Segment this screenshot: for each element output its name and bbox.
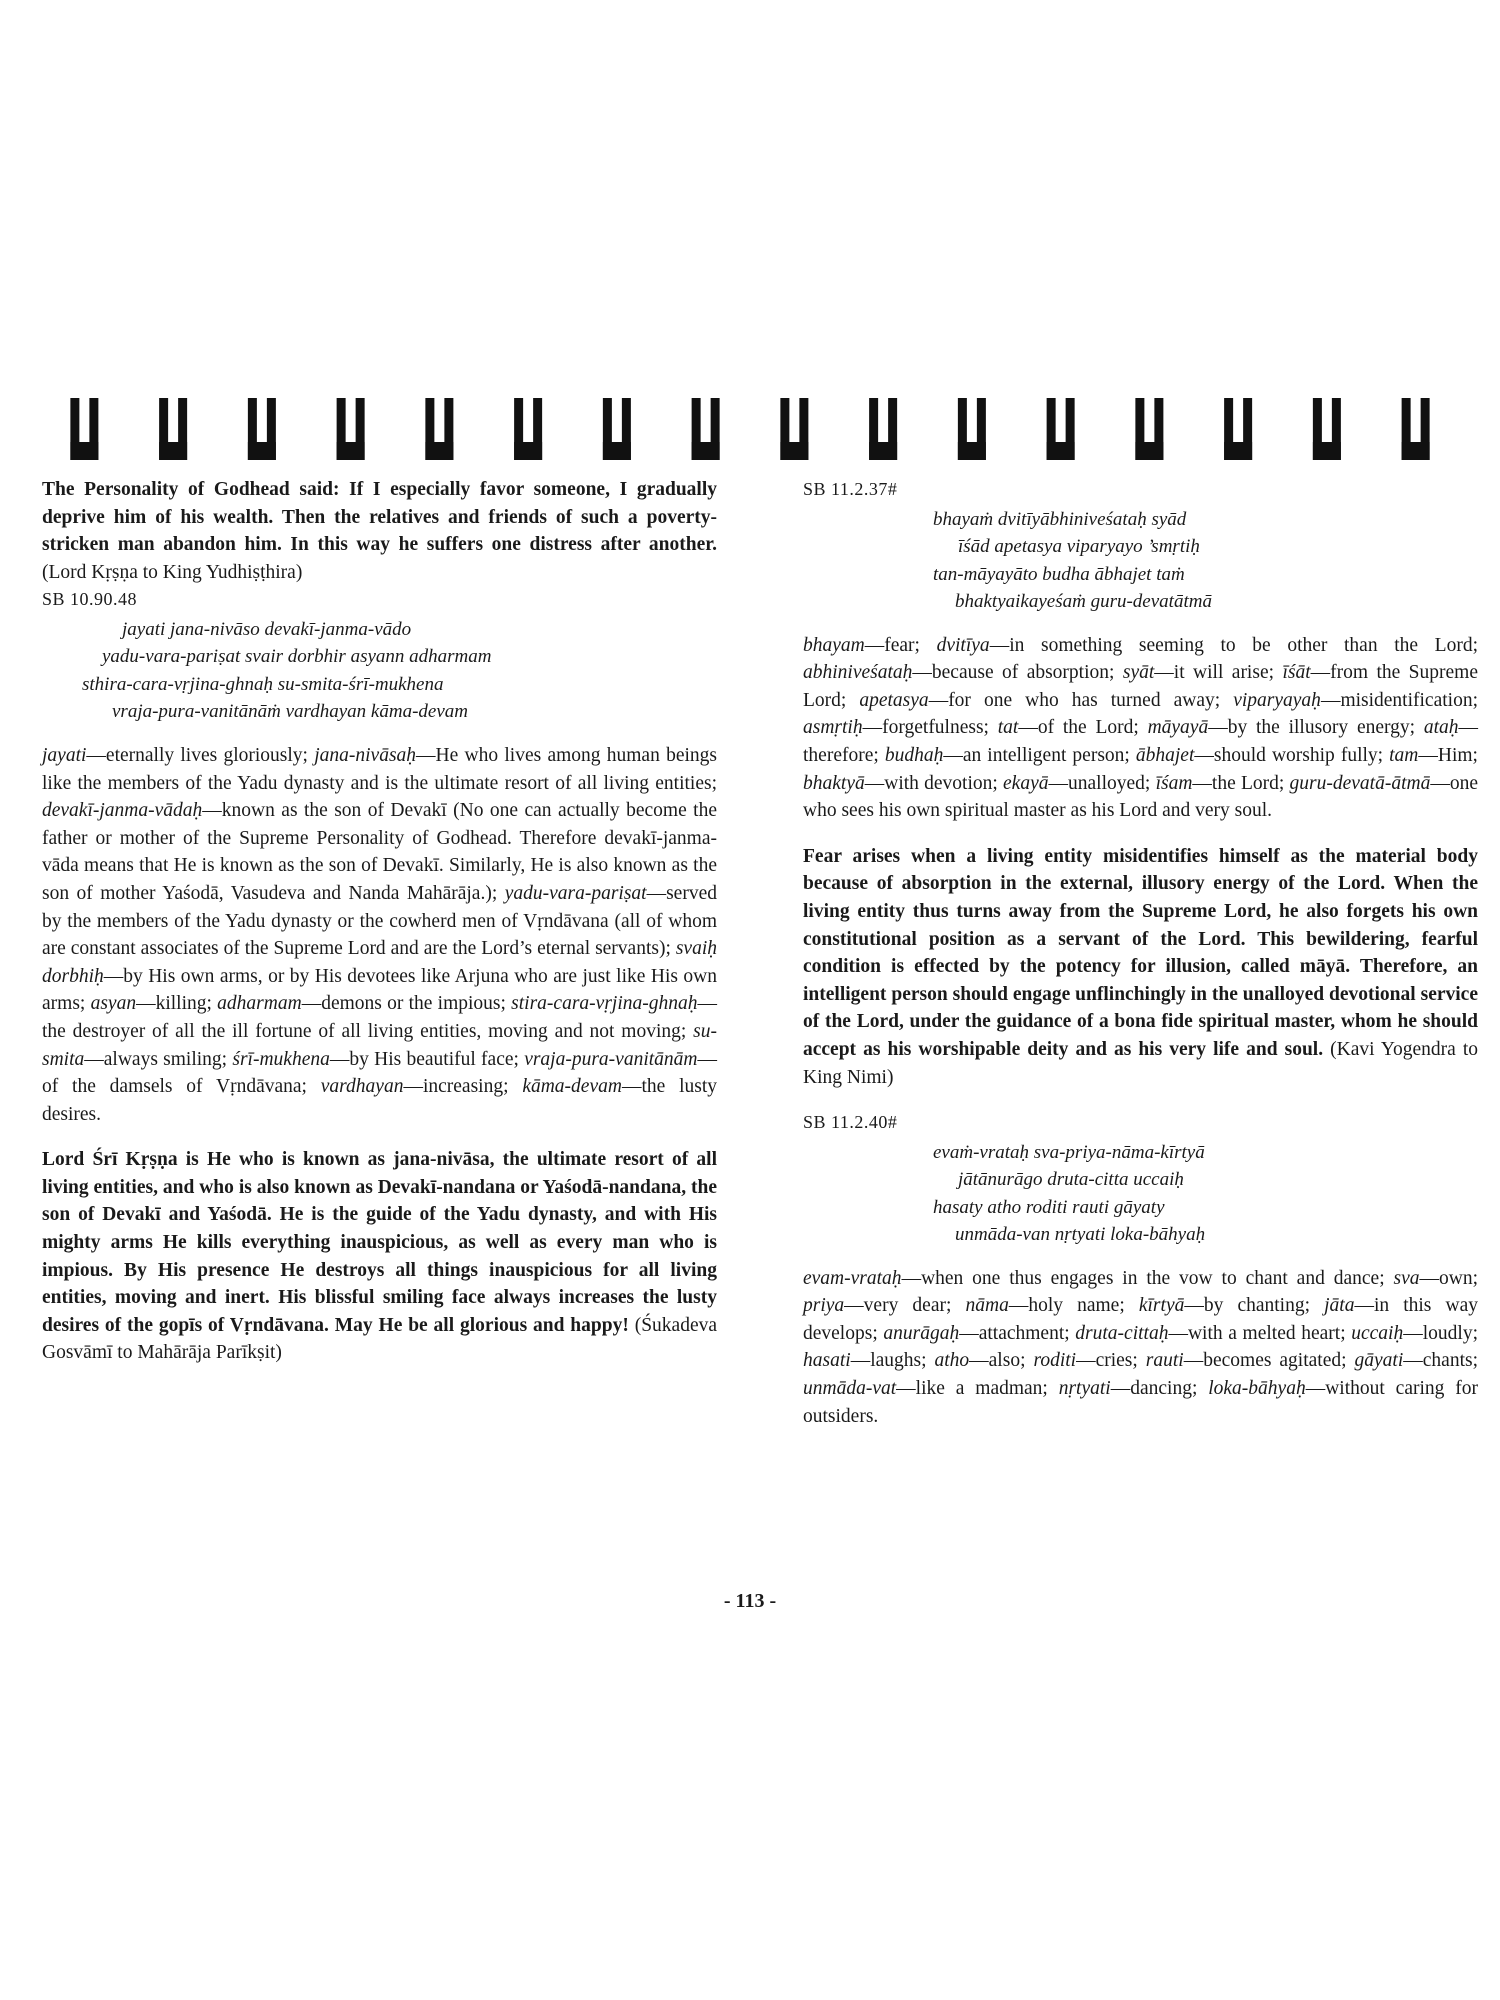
synonym-meaning: —served by the members of the Yadu dynasty or the cowherd men of Vṛndāvana (all of whom are constant associates of the Supreme Lord and are the Lord’s eternal servants);: [42, 882, 717, 960]
synonym-word: gāyati: [1354, 1350, 1404, 1372]
verse-line: jātānurāgo druta-citta uccaiḥ: [958, 1169, 1184, 1191]
ornament-motif: [869, 398, 897, 460]
synonym-word: asmṛtiḥ: [803, 717, 863, 739]
synonym-word: ekayā: [1003, 772, 1049, 794]
synonym-meaning: —it will arise;: [1154, 662, 1283, 684]
synonym-word: ābhajet: [1135, 744, 1195, 766]
synonym-word: svaiḥ dorbhiḥ: [42, 938, 717, 987]
synonym-meaning: —because of absorption;: [912, 662, 1123, 684]
ornament-motif: [1402, 398, 1430, 460]
intro-paragraph: [42, 476, 717, 586]
left-column: [42, 476, 717, 1385]
synonym-word: devakī-janma-vādaḥ: [42, 800, 203, 822]
verse-line: bhayaṁ dvitīyābhiniveśataḥ syād: [933, 508, 1187, 530]
synonym-word: bhayam: [803, 634, 865, 656]
synonym-meaning: —demons or the impious;: [301, 993, 512, 1015]
synonym-word: vardhayan: [320, 1076, 404, 1098]
verse-block: [803, 506, 1478, 616]
decorative-border-ornament: [40, 398, 1460, 460]
verse-line: evaṁ-vrataḥ sva-priya-nāma-kīrtyā: [933, 1141, 1205, 1163]
synonym-meaning: —for one who has turned away;: [928, 689, 1234, 711]
synonyms-paragraph: [42, 742, 717, 1128]
synonym-word: kāma-devam: [522, 1076, 622, 1098]
synonym-word: tat: [997, 717, 1019, 739]
synonym-word: apetasya: [859, 689, 929, 711]
verse-reference: SB 10.90.48: [42, 589, 138, 610]
synonym-word: īśāt: [1282, 662, 1311, 684]
synonym-meaning: —when one thus engages in the vow to chant and dance;: [901, 1267, 1394, 1289]
synonym-meaning: —by His own arms, or by His devotees like Arjuna who are just like His own arms;: [42, 965, 717, 1015]
synonym-word: druta-cittaḥ: [1075, 1322, 1169, 1344]
ornament-motif: [1224, 398, 1252, 460]
synonym-word: stira-cara-vṛjina-ghnaḥ: [511, 993, 698, 1015]
synonym-meaning: —own;: [1419, 1267, 1478, 1289]
synonym-word: evam-vrataḥ: [803, 1267, 902, 1289]
synonym-meaning: —by the illusory energy;: [1208, 717, 1424, 739]
synonym-meaning: —holy name;: [1008, 1295, 1139, 1317]
right-column: [803, 476, 1478, 1448]
synonym-meaning: —without caring for outsiders.: [803, 1378, 1478, 1427]
purport-bold-text: Lord Śrī Kṛṣṇa is He who is known as jana-nivāsa, the ultimate resort of all living entities, and who is also known as Devakī-nandana or Yaśodā-nandana, the son of Devakī and Yaśodā. He is the guide of the Yadu dynasty, and with His mighty arms He kills everything inauspicious, as well as every man who is impious. By His presence He destroys all things inauspicious for all living entities, moving and inert. His blissful smiling face always increases the lusty desires of the gopīs of Vṛndāvana. May He be all glorious and happy!: [42, 1149, 717, 1336]
synonym-word: viparyayaḥ: [1233, 689, 1321, 711]
synonym-meaning: —the destroyer of all the ill fortune of all living entities, moving and not moving;: [42, 993, 717, 1042]
synonym-meaning: —laughs;: [850, 1350, 935, 1372]
synonym-word: bhaktyā: [803, 772, 865, 794]
synonym-meaning: —in something seeming to be other than the Lord;: [989, 634, 1478, 656]
synonym-word: vraja-pura-vanitānām: [524, 1048, 698, 1070]
synonym-word: rauti: [1145, 1350, 1184, 1372]
verse-line: vraja-pura-vanitānāṁ vardhayan kāma-devam: [112, 701, 468, 723]
synonym-meaning: —like a madman;: [896, 1378, 1059, 1400]
verse-reference: SB 11.2.37#: [803, 479, 898, 499]
synonym-word: syāt: [1122, 662, 1155, 684]
purport-paragraph: [803, 843, 1478, 1091]
synonym-meaning: —of the damsels of Vṛndāvana;: [42, 1048, 717, 1098]
synonym-word: unmāda-vat: [803, 1378, 897, 1400]
synonym-meaning: —Him;: [1418, 744, 1478, 766]
purport-attribution: (Śukadeva Gosvāmī to Mahārāja Parīkṣit): [42, 1314, 718, 1364]
synonyms-paragraph: [803, 632, 1478, 825]
synonym-meaning: —cries;: [1076, 1350, 1146, 1372]
synonym-meaning: —increasing;: [403, 1076, 523, 1098]
ornament-motif: [1135, 398, 1163, 460]
ornament-motif: [70, 398, 98, 460]
synonym-meaning: —therefore;: [803, 717, 1479, 766]
verse-line: īśād apetasya viparyayo ’smṛtiḥ: [958, 536, 1200, 558]
synonym-word: śrī-mukhena: [232, 1048, 330, 1070]
verse-line: yadu-vara-pariṣat svair dorbhir asyann adharmam: [102, 646, 492, 668]
ornament-motif: [337, 398, 365, 460]
synonym-word: guru-devatā-ātmā: [1289, 772, 1431, 794]
purport-paragraph: [42, 1146, 717, 1367]
page-number: - 113 -: [723, 1590, 777, 1612]
synonym-meaning: —unalloyed;: [1048, 772, 1156, 794]
ornament-motif: [780, 398, 808, 460]
synonym-word: asyan: [90, 993, 137, 1015]
synonym-meaning: —the lusty desires.: [42, 1076, 717, 1125]
synonym-word: roditi: [1033, 1350, 1077, 1372]
synonym-meaning: —becomes agitated;: [1183, 1350, 1355, 1372]
synonyms-paragraph: [803, 1265, 1478, 1431]
synonym-word: priya: [803, 1295, 845, 1317]
synonym-meaning: —with devotion;: [864, 772, 1004, 794]
ornament-motif: [603, 398, 631, 460]
synonym-meaning: —one who sees his own spiritual master as his Lord and very soul.: [803, 772, 1478, 822]
synonym-meaning: —eternally lives gloriously;: [86, 744, 315, 766]
synonym-word: sva: [1393, 1267, 1420, 1289]
synonym-meaning: —always smiling;: [84, 1048, 233, 1070]
synonym-meaning: —attachment;: [959, 1322, 1076, 1344]
synonym-meaning: —an intelligent person;: [943, 744, 1136, 766]
synonym-meaning: —by His beautiful face;: [329, 1048, 525, 1070]
synonym-meaning: —forgetfulness;: [862, 717, 998, 739]
synonym-word: māyayā: [1147, 717, 1209, 739]
verse-block: [42, 616, 717, 726]
synonym-word: loka-bāhyaḥ: [1208, 1378, 1306, 1400]
synonym-meaning: —in this way develops;: [803, 1295, 1478, 1344]
synonym-word: hasati: [803, 1350, 851, 1372]
verse-line: unmāda-van nṛtyati loka-bāhyaḥ: [955, 1224, 1206, 1246]
synonym-word: su-smita: [42, 1020, 717, 1070]
synonym-word: ataḥ: [1423, 717, 1459, 739]
synonym-word: anurāgaḥ: [883, 1322, 960, 1344]
ornament-motif: [1313, 398, 1341, 460]
verse-line: jayati jana-nivāso devakī-janma-vādo: [122, 618, 412, 640]
synonym-meaning: —also;: [969, 1350, 1034, 1372]
ornament-motif: [514, 398, 542, 460]
synonym-word: īśam: [1155, 772, 1193, 794]
ornament-motif: [1047, 398, 1075, 460]
synonym-word: budhaḥ: [884, 744, 944, 766]
synonym-meaning: —chants;: [1403, 1350, 1478, 1372]
synonym-meaning: —the Lord;: [1192, 772, 1290, 794]
verse-reference: SB 11.2.40#: [803, 1112, 898, 1133]
intro-attribution: (Lord Kṛṣṇa to King Yudhiṣṭhira): [42, 561, 303, 583]
synonym-word: jana-nivāsaḥ: [314, 744, 417, 766]
purport-attribution: (Kavi Yogendra to King Nimi): [803, 1038, 1478, 1088]
synonym-meaning: —killing;: [136, 993, 218, 1015]
ornament-motif: [425, 398, 453, 460]
verse-line: sthira-cara-vṛjina-ghnaḥ su-smita-śrī-mukhena: [82, 673, 444, 695]
verse-line: bhaktyaikayeśaṁ guru-devatātmā: [955, 591, 1212, 613]
synonym-meaning: —very dear;: [844, 1295, 966, 1317]
ornament-motif: [692, 398, 720, 460]
synonym-meaning: —should worship fully;: [1194, 744, 1390, 766]
verse-line: hasaty atho roditi rauti gāyaty: [933, 1196, 1165, 1218]
verse-block: [803, 1139, 1478, 1249]
synonym-meaning: —fear;: [864, 634, 937, 656]
synonym-word: tam: [1389, 744, 1419, 766]
synonym-meaning: —misidentification;: [1320, 689, 1478, 711]
synonym-word: dvitīya: [936, 634, 990, 656]
synonym-meaning: —He who lives among human beings like the members of the Yadu dynasty and is the ultimate resort of all living entities;: [42, 744, 717, 794]
synonym-word: uccaiḥ: [1351, 1322, 1404, 1344]
synonym-word: jāta: [1324, 1295, 1355, 1317]
synonym-word: kīrtyā: [1138, 1295, 1185, 1317]
synonym-meaning: —with a melted heart;: [1168, 1322, 1352, 1344]
synonym-word: abhiniveśataḥ: [803, 662, 913, 684]
synonym-meaning: —dancing;: [1110, 1378, 1209, 1400]
intro-bold-text: The Personality of Godhead said: If I especially favor someone, I gradually deprive him of his wealth. Then the relatives and friends of such a poverty-stricken man abandon him. In this way he suffers one distress after another.: [42, 479, 717, 556]
synonym-meaning: —of the Lord;: [1018, 717, 1148, 739]
ornament-motif: [248, 398, 276, 460]
synonym-meaning: —known as the son of Devakī (No one can actually become the father or mother of the Supreme Personality of Godhead. Therefore devakī-janma-vāda means that He is known as the son of Devakī. Similarly, He is also known as the son of mother Yaśodā, Vasudeva and Nanda Mahārāja.);: [42, 800, 717, 904]
synonym-word: adharmam: [217, 993, 302, 1015]
verse-line: tan-māyayāto budha ābhajet taṁ: [933, 563, 1185, 585]
synonym-meaning: —from the Supreme Lord;: [803, 662, 1479, 711]
synonym-word: jayati: [42, 744, 87, 766]
synonym-meaning: —loudly;: [1403, 1322, 1478, 1344]
synonym-meaning: —by chanting;: [1184, 1295, 1325, 1317]
purport-bold-text: Fear arises when a living entity misidentifies himself as the material body because of absorption in the external, illusory energy of the Lord. When the living entity thus turns away from the Supreme Lord, he also forgets his own constitutional position as a servant of the Lord. This bewildering, fearful condition is effected by the potency for illusion, called māyā. Therefore, an intelligent person should engage unflinchingly in the unalloyed devotional service of the Lord, under the guidance of a bona fide spiritual master, whom he should accept as his worshipable deity and as his very life and soul.: [803, 845, 1478, 1060]
synonym-word: atho: [934, 1350, 970, 1372]
ornament-motif: [159, 398, 187, 460]
synonym-word: nṛtyati: [1058, 1378, 1111, 1400]
synonym-word: yadu-vara-pariṣat: [504, 882, 647, 904]
synonym-word: nāma: [965, 1295, 1009, 1317]
ornament-motif: [958, 398, 986, 460]
